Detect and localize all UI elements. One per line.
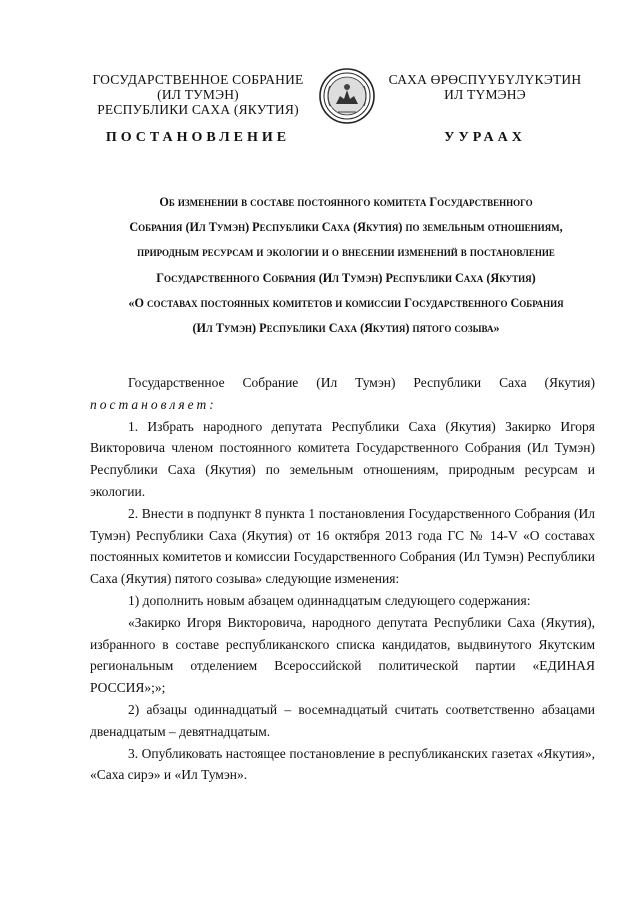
title-line: (Ил Тумэн) Республики Саха (Якутия) пятого созыва»	[192, 321, 500, 336]
body-paragraph-2-2: 2) абзацы одиннадцатый – восемнадцатый считать соответственно абзацами двенадцатым – девятнадцатым.	[90, 701, 595, 739]
header-left-line-1: ГОСУДАРСТВЕННОЕ СОБРАНИЕ	[92, 72, 304, 87]
body-paragraph-2-1: 1) дополнить новым абзацем одиннадцатым следующего содержания:	[128, 592, 531, 608]
header-left-line-3: РЕСПУБЛИКИ САХА (ЯКУТИЯ)	[97, 102, 299, 117]
title-line: Собрания (Ил Тумэн) Республики Саха (Якутия) по земельным отношениям,	[129, 220, 563, 235]
title-line: Об изменении в составе постоянного комитета Государственного	[159, 195, 533, 209]
coat-of-arms-icon	[318, 66, 376, 126]
header-left-line-2: (ИЛ ТУМЭН)	[157, 87, 239, 102]
body-paragraph-2-quote: «Закирко Игоря Викторовича, народного депутата Республики Саха (Якутия), избранного в составе республиканского списка кандидатов, выдвинутого Якутским региональным отделением Всероссийской политической партии «ЕДИНАЯ РОССИЯ»;»;	[90, 614, 595, 696]
header-right-line-1: САХА ӨРӨСПҮҮБҮЛҮКЭТИН	[388, 72, 582, 87]
body-intro: Государственное Собрание (Ил Тумэн) Республики Саха (Якутия)	[128, 375, 595, 390]
doc-type-ru: ПОСТАНОВЛЕНИЕ	[105, 130, 291, 145]
document-title	[90, 190, 602, 341]
header-left-block	[80, 72, 316, 117]
body-paragraph-2: 2. Внести в подпункт 8 пункта 1 постановления Государственного Собрания (Ил Тумэн) Республики Саха (Якутия) от 16 октября 2013 года ГС № 14-V «О составах постоянных комитетов и комиссии Государственного Собрания (Ил Тумэн) Республики Саха (Якутия) пятого созыва» следующие изменения:	[90, 505, 595, 587]
body-resolves	[90, 394, 595, 416]
title-line: природным ресурсам и экологии и о внесении изменений в постановление	[137, 245, 555, 260]
header-right-line-2: ИЛ ТҮМЭНЭ	[444, 87, 526, 102]
body-paragraph-1: 1. Избрать народного депутата Республики Саха (Якутия) Закирко Игоря Викторовича членом постоянного комитета Государственного Собрания (Ил Тумэн) Республики Саха (Якутия) по земельным отношениям, природным ресурсам и экологии.	[90, 418, 595, 499]
title-line: «О составах постоянных комитетов и комиссии Государственного Собрания	[128, 295, 564, 310]
body-paragraph-3: 3. Опубликовать настоящее постановление в республиканских газетах «Якутия», «Саха сирэ» и «Ил Тумэн».	[90, 745, 595, 783]
title-line: Государственного Собрания (Ил Тумэн) Республики Саха (Якутия)	[156, 270, 536, 285]
header-right-block	[380, 72, 590, 102]
document-body	[90, 372, 595, 786]
resolves-word: постановляет:	[90, 396, 217, 412]
doc-type-sah: УУРААХ	[444, 130, 526, 145]
